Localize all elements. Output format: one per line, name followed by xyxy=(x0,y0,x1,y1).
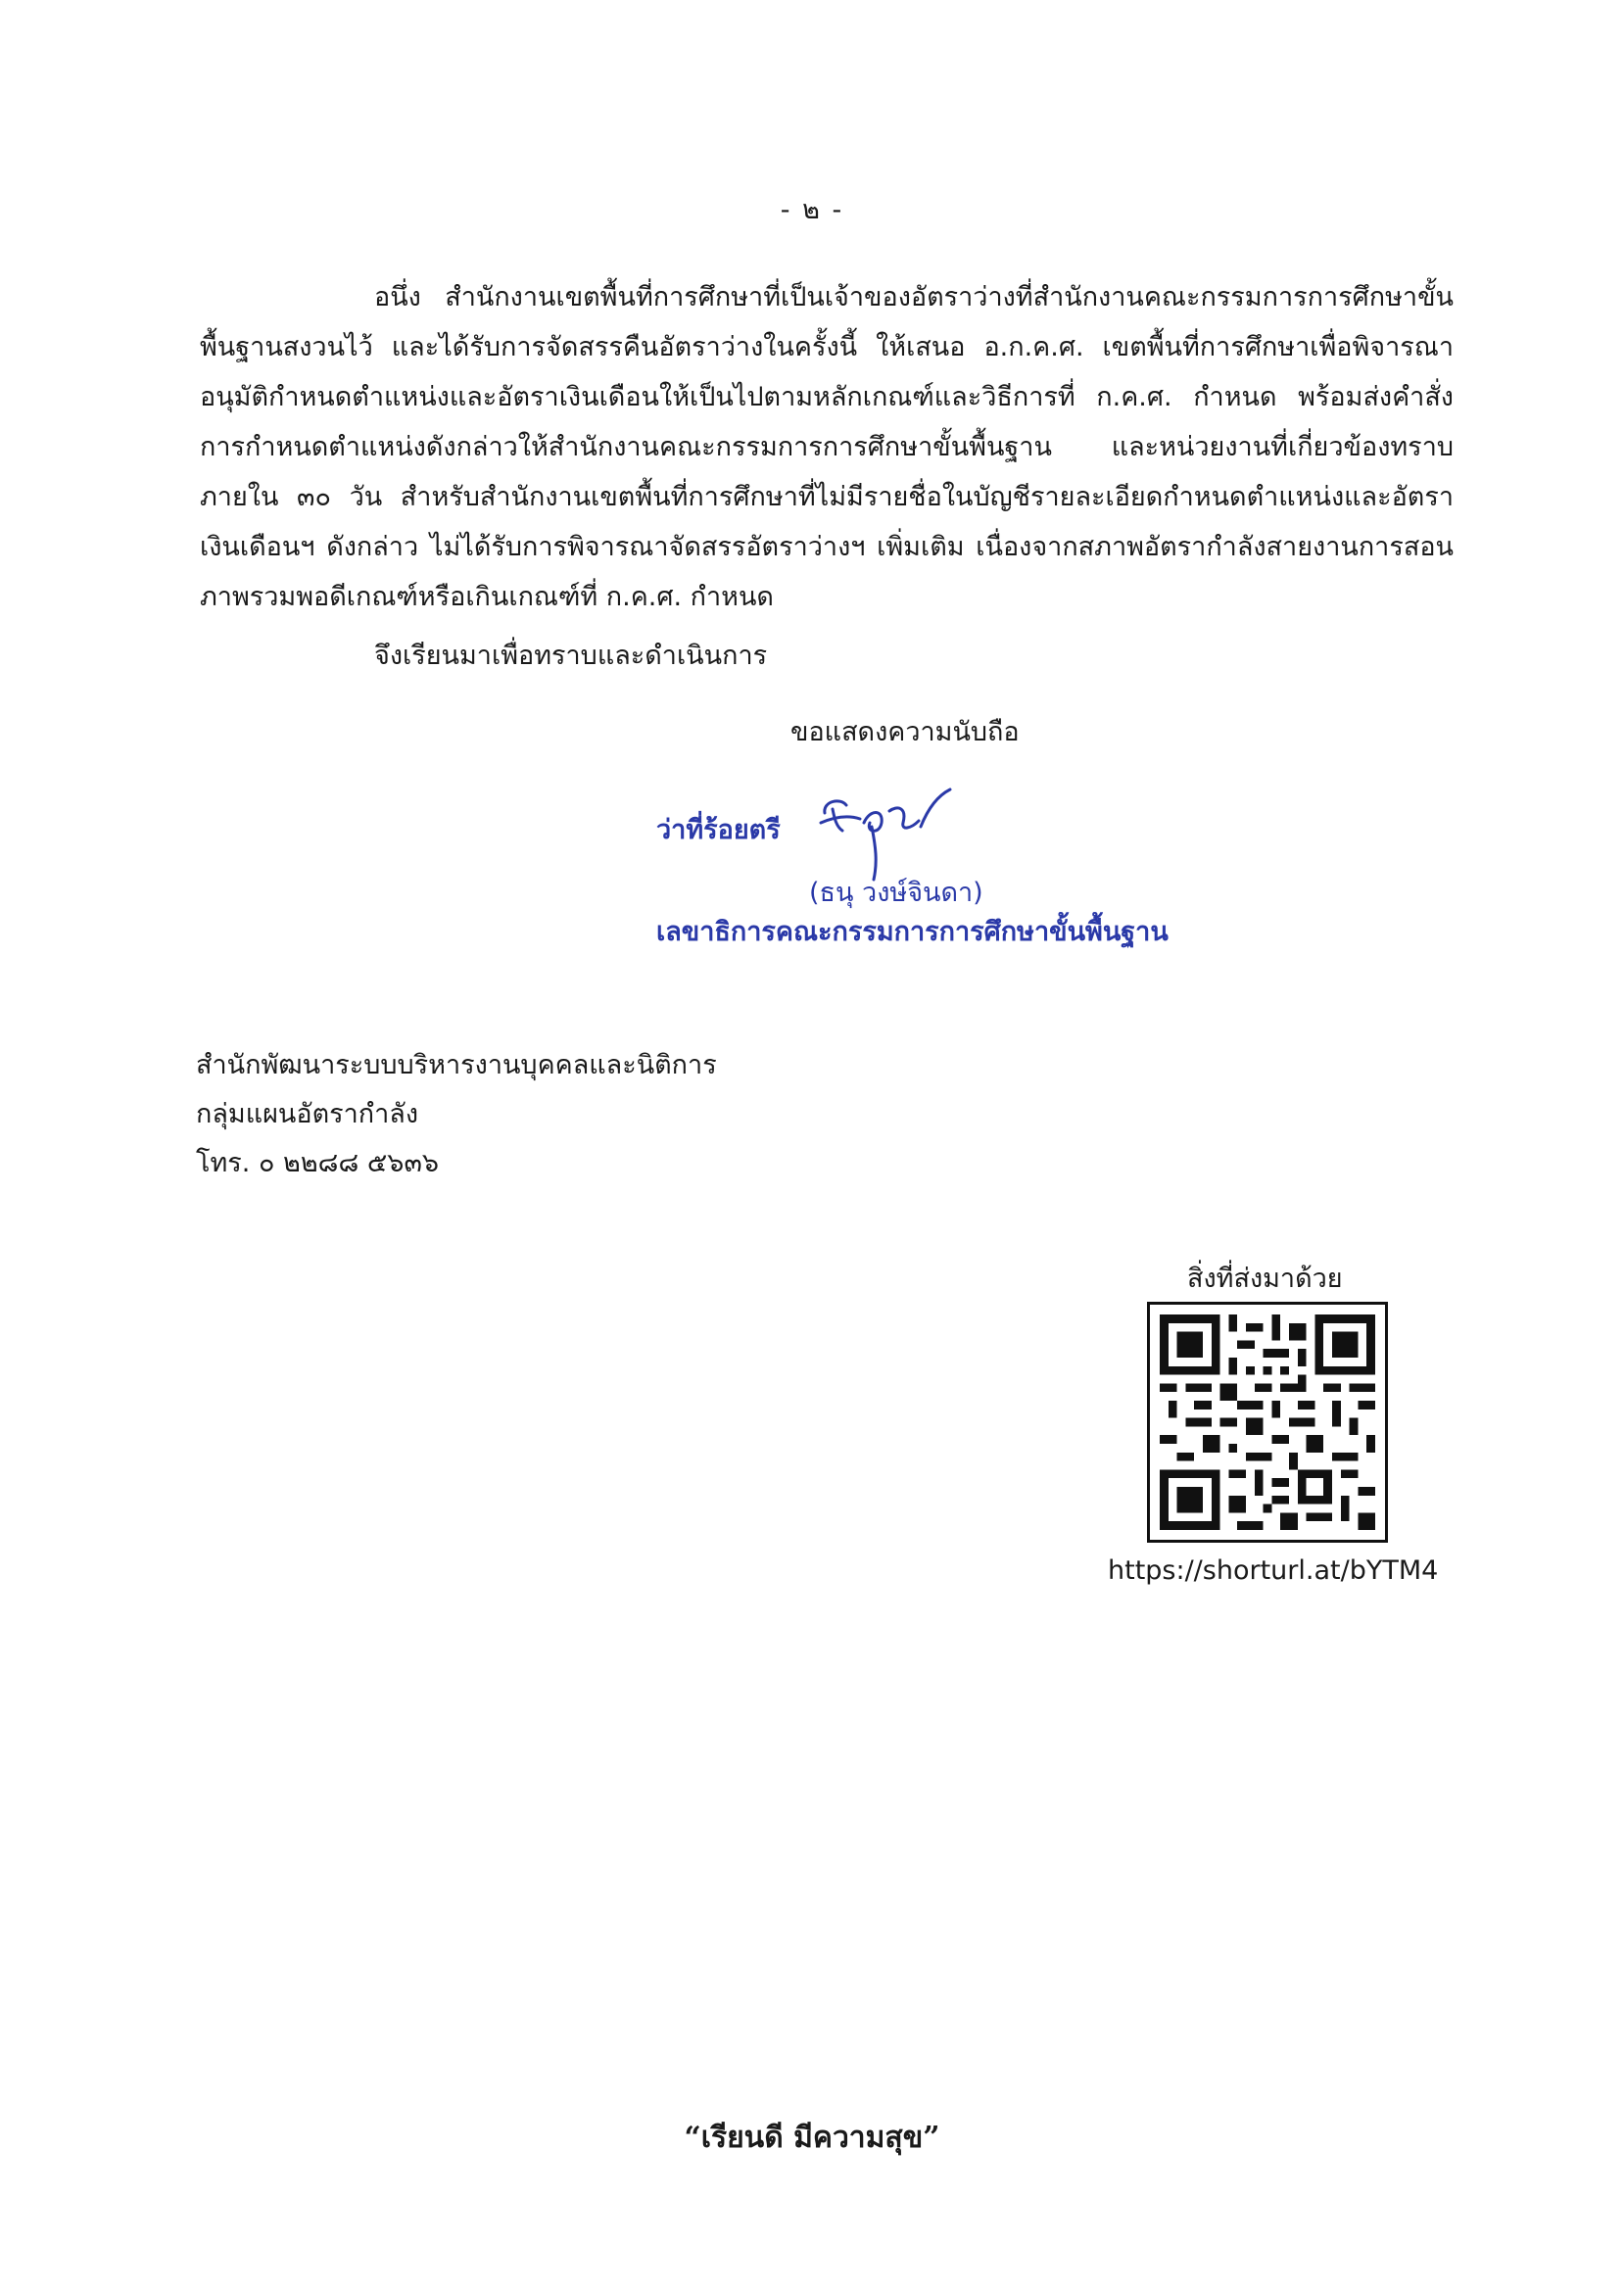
signer-title: ว่าที่ร้อยตรี xyxy=(656,815,781,845)
issuer-phone: โทร. ๐ ๒๒๘๘ ๕๖๓๖ xyxy=(196,1148,440,1178)
courtesy-closing: ขอแสดงความนับถือ xyxy=(790,717,1020,747)
signature-block xyxy=(656,788,1244,965)
signer-name: (ธนุ วงษ์จินดา) xyxy=(809,878,983,908)
body-text xyxy=(200,272,1454,622)
issuer-office: สำนักพัฒนาระบบบริหารงานบุคคลและนิติการ xyxy=(196,1050,717,1080)
issuer-block xyxy=(196,1041,717,1188)
qr-url-link[interactable]: https://shorturl.at/bYTM4 xyxy=(1108,1555,1439,1586)
closing-line: จึงเรียนมาเพื่อทราบและดำเนินการ xyxy=(374,641,768,671)
attachment-label: สิ่งที่ส่งมาด้วย xyxy=(1187,1264,1343,1294)
qr-code[interactable] xyxy=(1147,1302,1388,1543)
qr-code-icon xyxy=(1160,1314,1375,1530)
motto-footer: “เรียนดี มีความสุข” xyxy=(684,2121,940,2155)
issuer-group: กลุ่มแผนอัตรากำลัง xyxy=(196,1099,419,1129)
body-paragraph: อนึ่ง สำนักงานเขตพื้นที่การศึกษาที่เป็นเจ้าของอัตราว่างที่สำนักงานคณะกรรมการการศึกษาขั้นพื้นฐานสงวนไว้ และได้รับการจัดสรรคืนอัตราว่างในครั้งนี้ ให้เสนอ อ.ก.ค.ศ. เขตพื้นที่การศึกษาเพื่อพิจารณาอนุมัติกำหนดตำแหน่งและอัตราเงินเดือนให้เป็นไปตามหลักเกณฑ์และวิธีการที่ ก.ค.ศ. กำหนด พร้อมส่งคำสั่งการกำหนดตำแหน่งดังกล่าวให้สำนักงานคณะกรรมการการศึกษาขั้นพื้นฐาน และหน่วยงานที่เกี่ยวข้องทราบภายใน ๓๐ วัน สำหรับสำนักงานเขตพื้นที่การศึกษาที่ไม่มีรายชื่อในบัญชีรายละเอียดกำหนดตำแหน่งและอัตราเงินเดือนฯ ดังกล่าว ไม่ได้รับการพิจารณาจัดสรรอัตราว่างฯ เพิ่มเติม เนื่องจากสภาพอัตรากำลังสายงานการสอนภาพรวมพอดีเกณฑ์หรือเกินเกณฑ์ที่ ก.ค.ศ. กำหนด xyxy=(200,282,1454,612)
signer-position: เลขาธิการคณะกรรมการการศึกษาขั้นพื้นฐาน xyxy=(656,917,1169,947)
page-number: - ๒ - xyxy=(780,195,844,225)
